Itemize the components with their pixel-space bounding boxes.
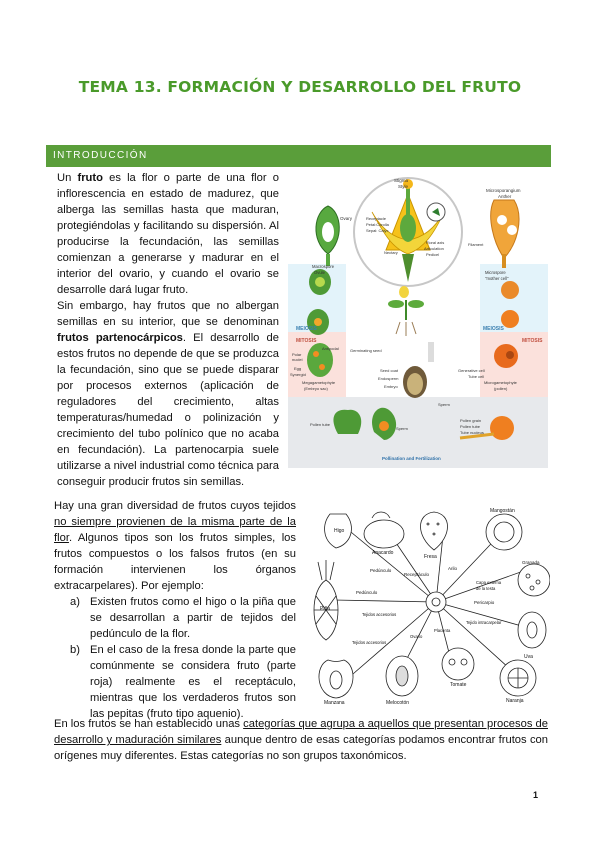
list-marker: b) (70, 644, 80, 656)
p4-underline: categorías que agrupa a aquellos que presentan procesos de desarrollo y maduración similares (54, 718, 548, 746)
p1-c: es la flor o parte de una flor o inflorescencia en estado de madurez, que alberga las semillas hasta que maduran, protegiéndolas y facilitando su dispersión. Al producirse la fecundación, las semillas comienzan a generarse y madurar en el interior del ovario, y cuando el ovario se desarrolle dará lugar fruto. (57, 172, 279, 296)
label-synergid: Synergid (290, 372, 306, 377)
label-anacardo: Anacardo (372, 550, 394, 556)
page-number: 1 (532, 790, 538, 800)
label-tejido-intracarpelar: Tejido intracarpelar (466, 620, 502, 625)
label-pollination: Pollination and Fertilization (382, 456, 441, 461)
label-mitosis-left: MITOSIS (296, 338, 317, 344)
p4-c: aunque dentro de esas categorías podamos encontrar frutos con orígenes muy diferentes. Estas categorías no son grupos taxonómicos. (54, 734, 548, 762)
label-tejidos-accesorios: Tejidos accesorios (362, 612, 397, 617)
fruit-types-diagram (306, 500, 550, 706)
label-pollen-tube-left: Pollen tube (310, 422, 331, 427)
list-item (70, 594, 296, 642)
label-tube-nucleus: Tube nucleus (460, 430, 484, 435)
label-tube-cell: Tube cell (468, 374, 485, 379)
label-receptacle: Receptacle (366, 216, 387, 221)
label-mother-cell: "mother cell" (485, 276, 509, 281)
label-megagametophyte: Megagametophyte (302, 380, 336, 385)
label-pollen-grain: Pollen grain (460, 418, 482, 423)
fruit-examples-list (70, 594, 296, 722)
label-sperm-1: Sperm (438, 402, 450, 407)
label-uva: Uva (524, 654, 533, 660)
p2-c: . El desarrollo de estos frutos no depende de que se produzca la fecundación, sino que se puede disparar por procesos externos (aplicación de reguladores del crecimiento, altas temperaturas/humedad o polinización y crecimiento del tubo polínico que no acaba en fecundación). La partenocarpia suele utilizarse a nivel industrial como técnica para conseguir producir frutos sin semillas. (57, 332, 279, 488)
label-floral-axis: Floral axis (426, 240, 445, 245)
label-de-la-testa: de la testa (476, 586, 496, 591)
section-header (46, 145, 551, 167)
p2-a: Sin embargo, hay frutos que no albergan semillas en su interior, que se denominan (57, 300, 279, 328)
label-microgametophyte: Microgametophyte (484, 380, 517, 385)
label-pedunculo-1: Pedúnculo (370, 568, 392, 573)
label-pedicel: Pedicel (426, 252, 440, 257)
p3-a: Hay una gran diversidad de frutos cuyos tejidos (54, 500, 296, 512)
page-title: TEMA 13. FORMACIÓN Y DESARROLLO DEL FRUTO (78, 78, 522, 96)
label-ovario: Ovario (410, 634, 423, 639)
paragraph-categorias (54, 716, 548, 764)
label-meiosis-left: MEIOSIS (296, 326, 317, 332)
label-filament: Filament (468, 242, 484, 247)
label-tomate: Tomate (450, 682, 467, 688)
label-ovule: Ovule (314, 270, 325, 275)
label-articulation: Articulation (424, 246, 444, 251)
label-style: Style (398, 184, 409, 189)
label-macrospore: Macrospore (312, 264, 335, 269)
label-arilo: Arilo (448, 566, 458, 571)
label-anther: Anther (498, 194, 512, 199)
list-marker: a) (70, 596, 80, 608)
label-seed-coat: Seed coat (380, 368, 399, 373)
label-placenta: Placenta (434, 628, 451, 633)
paragraph-diversidad (54, 498, 296, 594)
label-embryo-sac: (Embryo sac) (304, 386, 328, 391)
label-microsporangium: Microsporangium (486, 188, 521, 193)
paragraph-partenocarpicos (57, 298, 279, 490)
label-egg: Egg (294, 366, 302, 371)
label-ovary: Ovary (340, 216, 353, 221)
label-petal: Petal:Corolla (366, 222, 389, 227)
label-nectary: Nectary (384, 250, 398, 255)
p3-c: . Algunos tipos son los frutos simples, los frutos compuestos o los falsos frutos (en su formación intervienen los órganos extracarpelares). Por ejemplo: (54, 532, 296, 592)
label-meiosis-right: MEIOSIS (483, 326, 504, 332)
label-stigma: Stigma (394, 178, 409, 183)
label-antipodal: Antipodal (322, 346, 339, 351)
list-text: En el caso de la fresa donde la parte que comúnmente se considera fruto (parte roja) realmente es el receptáculo, mientras que los verdaderos frutos son las pepitas (fruto tipo aquenio). (90, 644, 296, 720)
label-higo: Higo (334, 528, 345, 534)
label-mangostan: Mangostán (490, 508, 515, 514)
label-mitosis-right: MITOSIS (522, 338, 543, 344)
label-generative-cell: Generative cell (458, 368, 485, 373)
label-nuclei: nuclei (292, 357, 303, 362)
label-sperm-2: Sperm (396, 426, 408, 431)
flower-life-cycle-diagram (288, 172, 548, 468)
label-pollen-tube: Pollen tube (460, 424, 481, 429)
paragraph-fruto (57, 170, 279, 298)
label-embryo: Embryo (384, 384, 398, 389)
label-receptaculo: Receptáculo (404, 572, 430, 577)
label-naranja: Naranja (506, 698, 524, 704)
list-item (70, 642, 296, 722)
list-text: Existen frutos como el higo o la piña que se desarrollan a partir de tejidos del pedúnculo de la flor. (90, 596, 296, 640)
label-fresa: Fresa (424, 554, 437, 560)
p2-b: frutos partenocárpicos (57, 332, 183, 344)
label-melocoton: Melocotón (386, 700, 410, 706)
label-tejidos-accesorios-2: Tejidos accesorios (352, 640, 387, 645)
label-pollen: (pollen) (494, 386, 508, 391)
section-header-label: INTRODUCCIÓN (53, 150, 148, 161)
p1-a: Un (57, 172, 78, 184)
label-granada: Granada (522, 560, 540, 565)
label-pericarpio: Pericarpio (474, 600, 495, 605)
label-pedunculo-2: Pedúnculo (356, 590, 378, 595)
label-microspore: Microspore (485, 270, 506, 275)
label-sepal: Sepal: Calyx (366, 228, 389, 233)
label-capa-externa: Capa externa (476, 580, 502, 585)
label-polar: Polar (292, 352, 302, 357)
label-endosperm: Endosperm (378, 376, 399, 381)
p4-a: En los frutos se han establecido unas (54, 718, 244, 730)
p1-b: fruto (77, 172, 103, 184)
p3-underline: no siempre provienen de la misma parte de la flor (54, 516, 296, 544)
label-manzana: Manzana (324, 700, 345, 706)
label-pina: Piña (320, 606, 331, 612)
label-germinating: Germinating seed (350, 348, 382, 353)
